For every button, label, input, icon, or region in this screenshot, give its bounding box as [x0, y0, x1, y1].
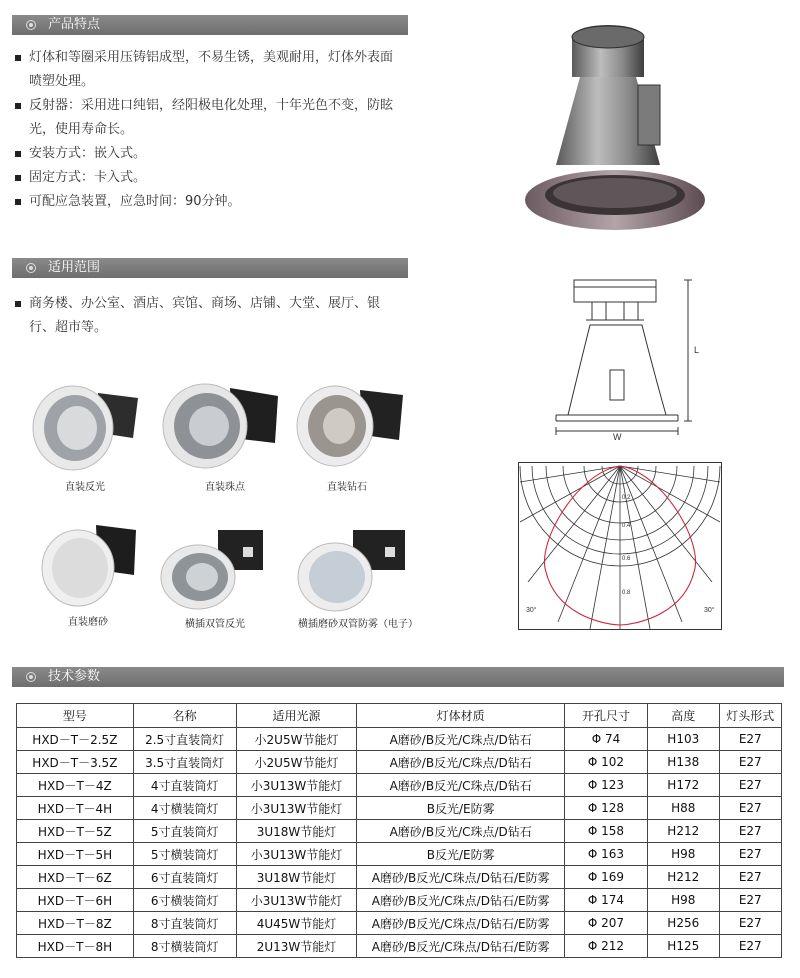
feature-text-cont: 光，使用寿命长。 [29, 122, 134, 137]
table-cell: 小3U13W节能灯 [236, 889, 357, 912]
table-cell: E27 [719, 797, 782, 820]
product-caption: 直装钻石 [327, 482, 367, 493]
table-cell: A磨砂/B反光/C珠点/D钻石/E防雾 [357, 866, 564, 889]
dimension-label-width: W [613, 432, 622, 440]
table-cell: 6寸横装筒灯 [133, 889, 236, 912]
column-header: 型号 [17, 704, 134, 728]
column-header: 灯头形式 [719, 704, 782, 728]
section-header-params [12, 667, 784, 687]
table-cell: Φ 169 [564, 866, 647, 889]
table-cell: E27 [719, 935, 782, 958]
column-header: 高度 [648, 704, 719, 728]
table-cell: HXD－T－4Z [17, 774, 134, 797]
table-cell: HXD－T－6H [17, 889, 134, 912]
product-image-horizontal-frosted-antifog [295, 525, 415, 615]
column-header: 开孔尺寸 [564, 704, 647, 728]
table-cell: H172 [648, 774, 719, 797]
table-cell: 小3U13W节能灯 [236, 843, 357, 866]
product-image-direct-diamond [295, 380, 410, 475]
table-cell: H125 [648, 935, 719, 958]
table-cell: E27 [719, 774, 782, 797]
feature-item [15, 190, 415, 214]
section-header-scope [12, 258, 408, 278]
table-cell: H256 [648, 912, 719, 935]
feature-item [15, 142, 415, 166]
table-cell: 小3U13W节能灯 [236, 774, 357, 797]
table-row [17, 820, 782, 843]
column-header: 名称 [133, 704, 236, 728]
table-cell: HXD－T－3.5Z [17, 751, 134, 774]
table-cell: Φ 128 [564, 797, 647, 820]
feature-text: 可配应急装置，应急时间：90分钟。 [29, 194, 241, 209]
table-cell: H98 [648, 889, 719, 912]
table-cell: HXD－T－8Z [17, 912, 134, 935]
table-cell: 小2U5W节能灯 [236, 728, 357, 751]
table-cell: H212 [648, 866, 719, 889]
table-cell: Φ 174 [564, 889, 647, 912]
hero-downlight-photo [520, 15, 710, 245]
product-caption: 直装反光 [65, 482, 105, 493]
feature-item [15, 166, 415, 190]
table-cell: H88 [648, 797, 719, 820]
table-cell: 4寸横装筒灯 [133, 797, 236, 820]
table-cell: A磨砂/B反光/C珠点/D钻石 [357, 820, 564, 843]
table-cell: E27 [719, 751, 782, 774]
specifications-table [16, 703, 782, 958]
square-bullet-icon [15, 151, 21, 157]
table-cell: 4U45W节能灯 [236, 912, 357, 935]
section-bullet-icon [26, 20, 36, 30]
table-row [17, 935, 782, 958]
feature-item [15, 94, 415, 142]
table-cell: 小2U5W节能灯 [236, 751, 357, 774]
table-cell: 8寸直装筒灯 [133, 912, 236, 935]
table-cell: HXD－T－5H [17, 843, 134, 866]
square-bullet-icon [15, 175, 21, 181]
table-cell: A磨砂/B反光/C珠点/D钻石/E防雾 [357, 889, 564, 912]
table-row [17, 912, 782, 935]
table-cell: H138 [648, 751, 719, 774]
square-bullet-icon [15, 301, 21, 307]
product-caption: 直装珠点 [205, 482, 245, 493]
square-bullet-icon [15, 55, 21, 61]
dimension-label-height: L [694, 345, 700, 355]
table-cell: 4寸直装筒灯 [133, 774, 236, 797]
table-cell: E27 [719, 820, 782, 843]
square-bullet-icon [15, 103, 21, 109]
table-cell: Φ 207 [564, 912, 647, 935]
product-caption: 横插双管反光 [185, 619, 245, 630]
table-cell: 6寸直装筒灯 [133, 866, 236, 889]
table-cell: 2U13W节能灯 [236, 935, 357, 958]
angle-label-left: 30° [526, 607, 537, 614]
scope-item [15, 292, 415, 340]
ring-label: 0.6 [622, 556, 631, 562]
scope-text-cont: 行、超市等。 [29, 320, 108, 335]
table-cell: H103 [648, 728, 719, 751]
column-header: 灯体材质 [357, 704, 564, 728]
table-cell: E27 [719, 728, 782, 751]
table-cell: A磨砂/B反光/C珠点/D钻石/E防雾 [357, 912, 564, 935]
table-row [17, 866, 782, 889]
feature-text: 固定方式：卡入式。 [29, 170, 147, 185]
feature-text: 安装方式：嵌入式。 [29, 146, 147, 161]
dimension-drawing [548, 275, 708, 440]
table-cell: B反光/E防雾 [357, 797, 564, 820]
table-cell: Φ 102 [564, 751, 647, 774]
square-bullet-icon [15, 199, 21, 205]
section-header-features [12, 15, 408, 35]
section-title: 适用范围 [48, 260, 101, 275]
product-image-horizontal-double-reflector [158, 525, 273, 615]
table-cell: E27 [719, 866, 782, 889]
product-image-direct-dotted [160, 378, 285, 473]
table-header-row [17, 704, 782, 728]
table-row [17, 774, 782, 797]
section-title: 技术参数 [48, 669, 101, 684]
product-caption: 横插磨砂双管防雾（电子） [298, 619, 418, 630]
table-cell: A磨砂/B反光/C珠点/D钻石 [357, 751, 564, 774]
scope-text: 商务楼、办公室、酒店、宾馆、商场、店铺、大堂、展厅、银 [29, 296, 381, 311]
ring-label: 0.4 [622, 523, 631, 529]
feature-text-cont: 喷塑处理。 [29, 74, 95, 89]
table-cell: Φ 123 [564, 774, 647, 797]
table-cell: 3.5寸直装筒灯 [133, 751, 236, 774]
feature-text: 反射器：采用进口纯铝，经阳极电化处理，十年光色不变，防眩 [29, 98, 394, 113]
table-cell: Φ 158 [564, 820, 647, 843]
table-cell: HXD－T－6Z [17, 866, 134, 889]
table-cell: H98 [648, 843, 719, 866]
table-cell: 2.5寸直装筒灯 [133, 728, 236, 751]
angle-label-right: 30° [704, 607, 715, 614]
ring-label: 0.8 [622, 590, 631, 596]
table-cell: Φ 212 [564, 935, 647, 958]
table-cell: E27 [719, 912, 782, 935]
table-row [17, 797, 782, 820]
light-distribution-polar-chart [518, 462, 722, 630]
section-bullet-icon [26, 672, 36, 682]
table-cell: 3U18W节能灯 [236, 866, 357, 889]
table-cell: HXD－T－2.5Z [17, 728, 134, 751]
table-row [17, 728, 782, 751]
table-cell: Φ 163 [564, 843, 647, 866]
table-row [17, 889, 782, 912]
table-cell: HXD－T－4H [17, 797, 134, 820]
table-cell: 3U18W节能灯 [236, 820, 357, 843]
table-cell: 8寸横装筒灯 [133, 935, 236, 958]
table-row [17, 843, 782, 866]
table-cell: A磨砂/B反光/C珠点/D钻石 [357, 774, 564, 797]
feature-text: 灯体和等圈采用压铸铝成型，不易生锈，美观耐用，灯体外表面 [29, 50, 394, 65]
feature-item [15, 46, 415, 94]
section-bullet-icon [26, 263, 36, 273]
table-cell: B反光/E防雾 [357, 843, 564, 866]
table-row [17, 751, 782, 774]
table-cell: Φ 74 [564, 728, 647, 751]
table-cell: 小3U13W节能灯 [236, 797, 357, 820]
section-title: 产品特点 [48, 17, 101, 32]
ring-label: 0.2 [622, 495, 631, 501]
table-cell: 5寸直装筒灯 [133, 820, 236, 843]
product-image-direct-reflector [28, 378, 143, 473]
table-cell: A磨砂/B反光/C珠点/D钻石 [357, 728, 564, 751]
product-caption: 直装磨砂 [68, 617, 108, 628]
table-cell: HXD－T－5Z [17, 820, 134, 843]
table-cell: H212 [648, 820, 719, 843]
table-cell: 5寸横装筒灯 [133, 843, 236, 866]
table-cell: E27 [719, 843, 782, 866]
table-cell: E27 [719, 889, 782, 912]
table-cell: HXD－T－8H [17, 935, 134, 958]
table-cell: A磨砂/B反光/C珠点/D钻石/E防雾 [357, 935, 564, 958]
column-header: 适用光源 [236, 704, 357, 728]
product-image-direct-frosted [38, 520, 143, 610]
